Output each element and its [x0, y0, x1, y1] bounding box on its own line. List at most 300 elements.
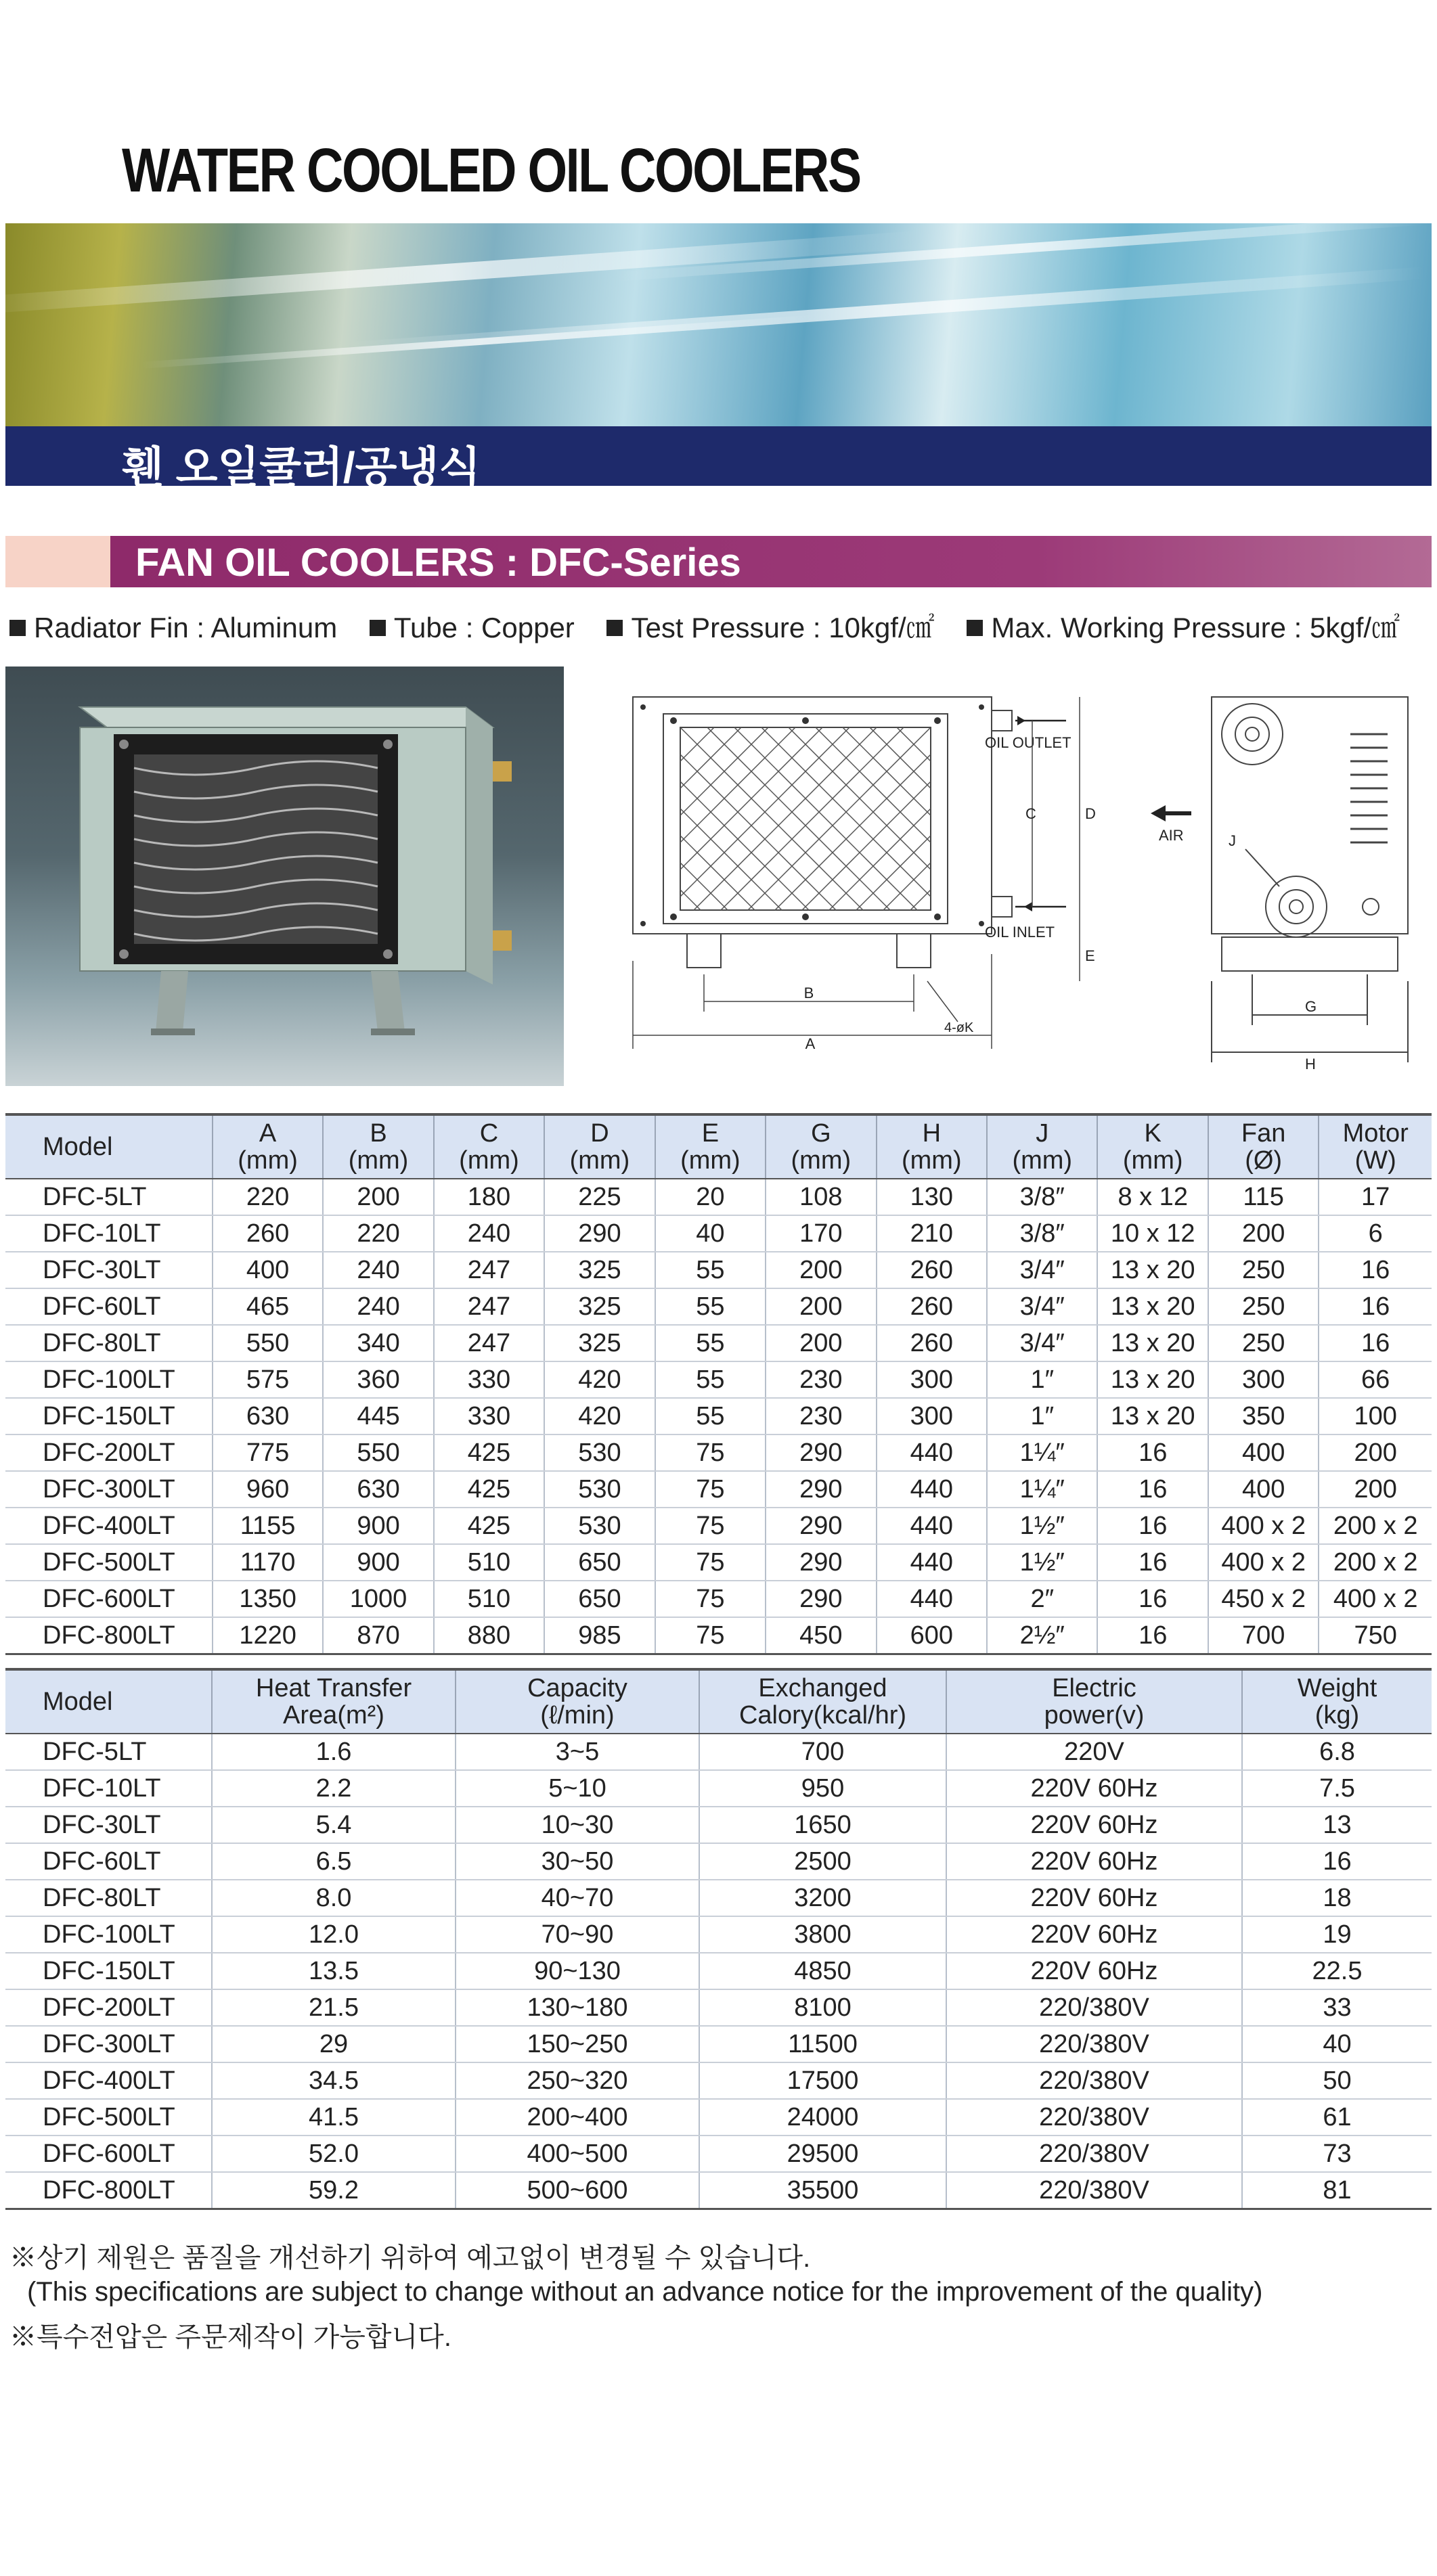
model-cell: DFC-600LT [5, 2136, 212, 2172]
table-row [5, 2099, 1432, 2136]
table-cell: 300 [877, 1398, 987, 1434]
product-photo [5, 666, 564, 1086]
model-cell: DFC-10LT [5, 1215, 213, 1252]
table-cell: 90~130 [456, 1953, 699, 1989]
column-header-line: Fan [1241, 1119, 1286, 1148]
table-cell: 50 [1242, 2062, 1432, 2099]
table-cell: 220/380V [946, 1989, 1242, 2026]
table-cell: 400 [1208, 1434, 1319, 1471]
table-cell: 7.5 [1242, 1770, 1432, 1807]
table-cell: 260 [877, 1252, 987, 1288]
table-cell: 73 [1242, 2136, 1432, 2172]
table-cell: 16 [1319, 1288, 1432, 1325]
performance-table-header [5, 1669, 1432, 1734]
performance-table [5, 1668, 1432, 2210]
table-cell: 200 [766, 1288, 876, 1325]
table-cell: 220/380V [946, 2099, 1242, 2136]
table-cell: 13 x 20 [1097, 1252, 1208, 1288]
column-header-line: (mm) [459, 1146, 519, 1175]
table-cell: 985 [544, 1617, 655, 1654]
table-row [5, 1252, 1432, 1288]
table-cell: 1¼″ [987, 1471, 1097, 1508]
table-cell: 870 [323, 1617, 433, 1654]
table-cell: 16 [1097, 1508, 1208, 1544]
table-cell: 750 [1319, 1617, 1432, 1654]
table-cell: 16 [1097, 1581, 1208, 1617]
table-cell: 250~320 [456, 2062, 699, 2099]
column-header-line: (mm) [238, 1146, 298, 1175]
table-cell: 75 [655, 1544, 766, 1581]
page-title: WATER COOLED OIL COOLERS [122, 136, 860, 205]
model-cell: DFC-600LT [5, 1581, 213, 1617]
column-header-line: H [922, 1119, 942, 1148]
table-cell: 650 [544, 1581, 655, 1617]
table-cell: 325 [544, 1288, 655, 1325]
table-cell: 325 [544, 1252, 655, 1288]
column-header-line: Capacity [527, 1674, 627, 1702]
table-cell: 6.5 [212, 1843, 456, 1880]
table-cell: 55 [655, 1325, 766, 1361]
table-cell: 180 [434, 1179, 544, 1215]
performance-table-body [5, 1734, 1432, 2209]
table-cell: 440 [877, 1471, 987, 1508]
table-cell: 400 [213, 1252, 323, 1288]
table-cell: 250 [1208, 1288, 1319, 1325]
model-cell: DFC-100LT [5, 1916, 212, 1953]
table-cell: 220/380V [946, 2136, 1242, 2172]
table-cell: 3200 [699, 1880, 946, 1916]
table-cell: 230 [766, 1361, 876, 1398]
table-cell: 19 [1242, 1916, 1432, 1953]
table-cell: 17500 [699, 2062, 946, 2099]
table-cell: 200 [1319, 1471, 1432, 1508]
table-cell: 10~30 [456, 1807, 699, 1843]
table-cell: 440 [877, 1508, 987, 1544]
table-cell: 220V 60Hz [946, 1807, 1242, 1843]
table-cell: 290 [766, 1471, 876, 1508]
table-cell: 225 [544, 1179, 655, 1215]
model-cell: DFC-30LT [5, 1807, 212, 1843]
column-header [1319, 1114, 1432, 1179]
dimensions-table [5, 1113, 1432, 1655]
column-header [946, 1669, 1242, 1734]
oil-outlet-label: OIL OUTLET [985, 734, 1071, 751]
table-cell: 75 [655, 1471, 766, 1508]
table-cell: 425 [434, 1434, 544, 1471]
table-cell: 550 [323, 1434, 433, 1471]
model-cell: DFC-5LT [5, 1179, 213, 1215]
column-header-line: Exchanged [758, 1674, 887, 1702]
table-cell: 510 [434, 1581, 544, 1617]
table-row [5, 2026, 1432, 2062]
table-cell: 4850 [699, 1953, 946, 1989]
table-cell: 510 [434, 1544, 544, 1581]
table-cell: 55 [655, 1252, 766, 1288]
column-header [655, 1114, 766, 1179]
model-cell: DFC-300LT [5, 2026, 212, 2062]
table-cell: 150~250 [456, 2026, 699, 2062]
table-cell: 700 [699, 1734, 946, 1770]
table-cell: 360 [323, 1361, 433, 1398]
section-bar-accent [5, 536, 110, 587]
table-cell: 230 [766, 1398, 876, 1434]
column-header-line: Weight [1297, 1674, 1377, 1702]
table-cell: 575 [213, 1361, 323, 1398]
table-cell: 75 [655, 1581, 766, 1617]
table-cell: 600 [877, 1617, 987, 1654]
table-cell: 11500 [699, 2026, 946, 2062]
dimensions-table-header [5, 1114, 1432, 1179]
column-header-line: A [259, 1119, 277, 1148]
column-header-line: power(v) [1044, 1701, 1145, 1730]
section-title: FAN OIL COOLERS : DFC-Series [135, 541, 741, 585]
table-cell: 700 [1208, 1617, 1319, 1654]
table-cell: 35500 [699, 2172, 946, 2209]
table-cell: 1½″ [987, 1508, 1097, 1544]
table-row [5, 1880, 1432, 1916]
column-header-line: (mm) [901, 1146, 962, 1175]
column-header [877, 1114, 987, 1179]
table-cell: 250 [1208, 1325, 1319, 1361]
table-cell: 900 [323, 1544, 433, 1581]
spec-item-tube: Tube : Copper [370, 612, 575, 643]
column-header-line: (mm) [680, 1146, 740, 1175]
model-cell: DFC-30LT [5, 1252, 213, 1288]
column-header-line: K [1144, 1119, 1162, 1148]
table-cell: 75 [655, 1434, 766, 1471]
dim-c-label: C [1025, 805, 1036, 822]
table-row [5, 1361, 1432, 1398]
model-cell: DFC-150LT [5, 1953, 212, 1989]
english-change-note: (This specifications are subject to change without an advance notice for the improvement of the quality) [27, 2277, 1263, 2307]
table-cell: 350 [1208, 1398, 1319, 1434]
model-cell: DFC-5LT [5, 1734, 212, 1770]
table-cell: 1.6 [212, 1734, 456, 1770]
column-header-line: (W) [1354, 1146, 1396, 1175]
table-cell: 200~400 [456, 2099, 699, 2136]
table-cell: 59.2 [212, 2172, 456, 2209]
table-row [5, 1581, 1432, 1617]
table-cell: 200 [1208, 1215, 1319, 1252]
table-cell: 115 [1208, 1179, 1319, 1215]
table-row [5, 1807, 1432, 1843]
table-cell: 55 [655, 1398, 766, 1434]
table-cell: 300 [877, 1361, 987, 1398]
table-cell: 900 [323, 1508, 433, 1544]
table-cell: 81 [1242, 2172, 1432, 2209]
table-cell: 16 [1097, 1471, 1208, 1508]
table-cell: 220/380V [946, 2062, 1242, 2099]
korean-change-note: ※상기 제원은 품질을 개선하기 위하여 예고없이 변경될 수 있습니다. [9, 2243, 811, 2273]
hole-label: 4-øK [944, 1020, 974, 1035]
page-subtitle: 휀 오일쿨러/공냉식 [122, 443, 481, 492]
model-cell: DFC-60LT [5, 1843, 212, 1880]
table-cell: 247 [434, 1325, 544, 1361]
table-cell: 6.8 [1242, 1734, 1432, 1770]
table-cell: 630 [213, 1398, 323, 1434]
table-cell: 55 [655, 1288, 766, 1325]
table-cell: 41.5 [212, 2099, 456, 2136]
table-cell: 1¼″ [987, 1434, 1097, 1471]
table-cell: 220 [213, 1179, 323, 1215]
korean-custom-voltage-note: ※특수전압은 주문제작이 가능합니다. [9, 2322, 451, 2352]
square-bullet-icon [9, 620, 26, 636]
dim-d-label: D [1085, 805, 1096, 822]
table-cell: 450 [766, 1617, 876, 1654]
table-cell: 16 [1319, 1325, 1432, 1361]
model-cell: DFC-800LT [5, 1617, 213, 1654]
spec-item-max-pressure: Max. Working Pressure : 5kgf/㎠ [967, 612, 1400, 643]
table-row [5, 1325, 1432, 1361]
column-header [456, 1669, 699, 1734]
table-row [5, 1434, 1432, 1471]
table-cell: 240 [434, 1215, 544, 1252]
table-cell: 200 x 2 [1319, 1544, 1432, 1581]
table-row [5, 1544, 1432, 1581]
table-cell: 33 [1242, 1989, 1432, 2026]
column-header-line: Model [43, 1133, 113, 1161]
table-cell: 220V [946, 1734, 1242, 1770]
table-cell: 220/380V [946, 2172, 1242, 2209]
table-cell: 220/380V [946, 2026, 1242, 2062]
square-bullet-icon [967, 620, 983, 636]
table-row [5, 1734, 1432, 1770]
table-cell: 5~10 [456, 1770, 699, 1807]
column-header-line: (Ø) [1245, 1146, 1283, 1175]
table-cell: 1170 [213, 1544, 323, 1581]
header-banner [5, 223, 1432, 426]
table-cell: 3800 [699, 1916, 946, 1953]
column-header-line: Model [43, 1688, 113, 1716]
dimensions-table-body [5, 1179, 1432, 1654]
table-cell: 6 [1319, 1215, 1432, 1252]
table-cell: 440 [877, 1581, 987, 1617]
table-cell: 55 [655, 1361, 766, 1398]
table-cell: 200 [766, 1325, 876, 1361]
table-cell: 13 x 20 [1097, 1325, 1208, 1361]
table-cell: 530 [544, 1434, 655, 1471]
table-cell: 61 [1242, 2099, 1432, 2136]
table-cell: 13.5 [212, 1953, 456, 1989]
oil-cooler-illustration [5, 666, 564, 1086]
column-header-line: (mm) [348, 1146, 409, 1175]
table-cell: 440 [877, 1434, 987, 1471]
table-cell: 290 [766, 1544, 876, 1581]
table-cell: 630 [323, 1471, 433, 1508]
model-cell: DFC-300LT [5, 1471, 213, 1508]
table-cell: 29500 [699, 2136, 946, 2172]
table-cell: 300 [1208, 1361, 1319, 1398]
table-cell: 200 x 2 [1319, 1508, 1432, 1544]
table-cell: 13 x 20 [1097, 1288, 1208, 1325]
table-cell: 3/4″ [987, 1252, 1097, 1288]
table-cell: 2″ [987, 1581, 1097, 1617]
column-header [213, 1114, 323, 1179]
spec-item-fin: Radiator Fin : Aluminum [9, 612, 337, 643]
dim-h-label: H [1305, 1056, 1316, 1072]
table-row [5, 1843, 1432, 1880]
model-cell: DFC-100LT [5, 1361, 213, 1398]
table-cell: 500~600 [456, 2172, 699, 2209]
table-cell: 550 [213, 1325, 323, 1361]
column-header-line: D [590, 1119, 609, 1148]
table-cell: 400 x 2 [1208, 1544, 1319, 1581]
table-cell: 8.0 [212, 1880, 456, 1916]
table-cell: 16 [1097, 1434, 1208, 1471]
table-cell: 220V 60Hz [946, 1770, 1242, 1807]
table-cell: 400 [1208, 1471, 1319, 1508]
table-cell: 880 [434, 1617, 544, 1654]
table-cell: 170 [766, 1215, 876, 1252]
column-header-line: (mm) [569, 1146, 630, 1175]
oil-inlet-label: OIL INLET [985, 924, 1055, 941]
column-header [544, 1114, 655, 1179]
column-header-line: Area(m²) [283, 1701, 384, 1730]
column-header-line: G [811, 1119, 831, 1148]
table-cell: 75 [655, 1617, 766, 1654]
table-cell: 66 [1319, 1361, 1432, 1398]
table-cell: 2½″ [987, 1617, 1097, 1654]
table-cell: 2500 [699, 1843, 946, 1880]
table-cell: 1″ [987, 1361, 1097, 1398]
table-cell: 16 [1242, 1843, 1432, 1880]
table-cell: 24000 [699, 2099, 946, 2136]
table-cell: 950 [699, 1770, 946, 1807]
table-row [5, 1953, 1432, 1989]
front-view-drawing [619, 683, 1107, 1089]
table-cell: 450 x 2 [1208, 1581, 1319, 1617]
dim-e-label: E [1085, 947, 1095, 964]
table-cell: 530 [544, 1471, 655, 1508]
column-header-line: (kg) [1314, 1701, 1360, 1730]
table-cell: 1650 [699, 1807, 946, 1843]
table-cell: 22.5 [1242, 1953, 1432, 1989]
model-cell: DFC-150LT [5, 1398, 213, 1434]
table-cell: 240 [323, 1288, 433, 1325]
table-cell: 13 [1242, 1807, 1432, 1843]
table-cell: 3/8″ [987, 1179, 1097, 1215]
table-cell: 5.4 [212, 1807, 456, 1843]
column-header-line: (ℓ/min) [540, 1701, 615, 1730]
model-cell: DFC-400LT [5, 1508, 213, 1544]
table-cell: 200 [1319, 1434, 1432, 1471]
table-cell: 13 x 20 [1097, 1361, 1208, 1398]
model-cell: DFC-10LT [5, 1770, 212, 1807]
table-cell: 1350 [213, 1581, 323, 1617]
table-cell: 13 x 20 [1097, 1398, 1208, 1434]
table-cell: 290 [766, 1581, 876, 1617]
column-header-line: J [1036, 1119, 1049, 1148]
square-bullet-icon [606, 620, 623, 636]
table-row [5, 1471, 1432, 1508]
table-cell: 400 x 2 [1208, 1508, 1319, 1544]
table-cell: 21.5 [212, 1989, 456, 2026]
table-cell: 330 [434, 1361, 544, 1398]
table-cell: 650 [544, 1544, 655, 1581]
table-cell: 420 [544, 1361, 655, 1398]
table-cell: 200 [323, 1179, 433, 1215]
table-row [5, 2172, 1432, 2209]
table-cell: 340 [323, 1325, 433, 1361]
air-arrow-icon [1151, 805, 1166, 821]
fin-frame [663, 714, 948, 924]
table-cell: 1220 [213, 1617, 323, 1654]
table-cell: 1½″ [987, 1544, 1097, 1581]
table-row [5, 1916, 1432, 1953]
column-header [212, 1669, 456, 1734]
table-cell: 260 [877, 1288, 987, 1325]
table-cell: 1155 [213, 1508, 323, 1544]
table-cell: 130~180 [456, 1989, 699, 2026]
table-cell: 18 [1242, 1880, 1432, 1916]
dim-a-label: A [805, 1035, 816, 1052]
table-cell: 425 [434, 1508, 544, 1544]
table-cell: 30~50 [456, 1843, 699, 1880]
table-cell: 240 [323, 1252, 433, 1288]
column-header [1208, 1114, 1319, 1179]
model-cell: DFC-800LT [5, 2172, 212, 2209]
dim-j-label: J [1229, 832, 1236, 849]
table-cell: 420 [544, 1398, 655, 1434]
table-cell: 250 [1208, 1252, 1319, 1288]
table-cell: 290 [766, 1434, 876, 1471]
dim-b-label: B [803, 985, 814, 1001]
table-cell: 40~70 [456, 1880, 699, 1916]
table-row [5, 1398, 1432, 1434]
side-view-drawing [1144, 683, 1428, 1089]
table-row [5, 1770, 1432, 1807]
model-cell: DFC-80LT [5, 1880, 212, 1916]
table-cell: 16 [1097, 1544, 1208, 1581]
table-cell: 40 [655, 1215, 766, 1252]
table-cell: 8100 [699, 1989, 946, 2026]
table-row [5, 1215, 1432, 1252]
table-cell: 52.0 [212, 2136, 456, 2172]
model-cell: DFC-200LT [5, 1434, 213, 1471]
table-cell: 210 [877, 1215, 987, 1252]
table-cell: 200 [766, 1252, 876, 1288]
table-cell: 16 [1319, 1252, 1432, 1288]
table-cell: 100 [1319, 1398, 1432, 1434]
model-cell: DFC-400LT [5, 2062, 212, 2099]
table-cell: 3/4″ [987, 1325, 1097, 1361]
column-header-line: Calory(kcal/hr) [738, 1701, 907, 1730]
table-cell: 3~5 [456, 1734, 699, 1770]
table-row [5, 1508, 1432, 1544]
column-header-line: Motor [1342, 1119, 1409, 1148]
table-cell: 1″ [987, 1398, 1097, 1434]
table-cell: 960 [213, 1471, 323, 1508]
table-cell: 260 [877, 1325, 987, 1361]
table-cell: 10 x 12 [1097, 1215, 1208, 1252]
air-label: AIR [1159, 827, 1184, 844]
table-cell: 130 [877, 1179, 987, 1215]
table-cell: 3/4″ [987, 1288, 1097, 1325]
table-cell: 220 [323, 1215, 433, 1252]
table-cell: 400 x 2 [1319, 1581, 1432, 1617]
column-header-line: (mm) [1122, 1146, 1183, 1175]
table-cell: 220V 60Hz [946, 1916, 1242, 1953]
table-cell: 290 [766, 1508, 876, 1544]
table-row [5, 2062, 1432, 2099]
table-cell: 290 [544, 1215, 655, 1252]
table-cell: 247 [434, 1288, 544, 1325]
column-header [434, 1114, 544, 1179]
column-header [987, 1114, 1097, 1179]
table-row [5, 2136, 1432, 2172]
table-row [5, 1617, 1432, 1654]
table-cell: 325 [544, 1325, 655, 1361]
